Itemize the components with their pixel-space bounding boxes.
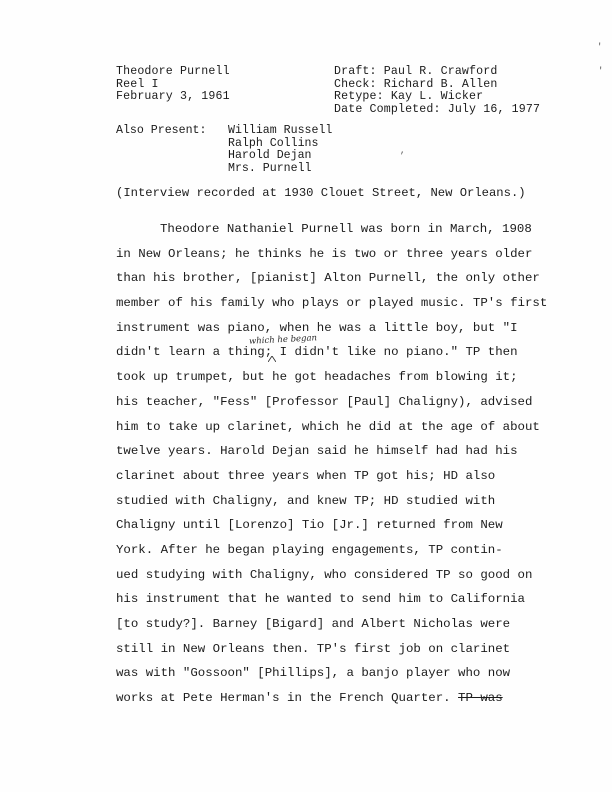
body-line: twelve years. Harold Dejan said he himself had had his: [116, 444, 518, 459]
body-line: was with "Gossoon" [Phillips], a banjo player who now: [116, 666, 511, 681]
body-line: him to take up clarinet, which he did at the age of about: [116, 419, 540, 434]
margin-mark: ': [597, 42, 603, 52]
interview-location-note: (Interview recorded at 1930 Clouet Street, New Orleans.): [116, 186, 526, 200]
body-line: his teacher, "Fess" [Professor [Paul] Chaligny), advised: [116, 394, 533, 409]
body-line: instrument was piano, when he was a little boy, but "I: [116, 320, 518, 335]
header-right-block: [334, 66, 540, 116]
body-line: took up trumpet, but he got headaches from blowing it;: [116, 370, 518, 385]
also-present-name: Harold Dejan: [228, 149, 312, 163]
also-present-label: Also Present:: [116, 124, 207, 137]
body-line: Theodore Nathaniel Purnell was born in March, 1908: [160, 222, 532, 236]
struck-text: TP was: [458, 691, 503, 706]
stray-mark: ,: [400, 146, 406, 156]
header-interviewee: Theodore Purnell: [116, 65, 230, 78]
body-line: clarinet about three years when TP got his; HD also: [116, 468, 496, 483]
header-retype: Retype: Kay L. Wicker: [334, 90, 484, 104]
header-left-block: [116, 66, 230, 104]
body-line: ued studying with Chaligny, who considered TP so good on: [116, 567, 533, 582]
also-present-name: Ralph Collins: [228, 136, 319, 150]
body-line: didn't learn a thing; I didn't like no piano." TP then: [116, 345, 518, 360]
also-present-list: [228, 125, 332, 175]
body-line: member of his family who plays or played music. TP's first: [116, 296, 548, 311]
body-line: than his brother, [pianist] Alton Purnell, the only other: [116, 271, 540, 286]
header-reel: Reel I: [116, 77, 159, 91]
transcript-body: [116, 222, 548, 716]
body-line-text: works at Pete Herman's in the French Quarter.: [116, 691, 451, 706]
header-draft: Draft: Paul R. Crawford: [334, 65, 498, 78]
header-date: February 3, 1961: [116, 90, 230, 104]
body-line: Chaligny until [Lorenzo] Tio [Jr.] returned from New: [116, 518, 503, 533]
body-line: studied with Chaligny, and knew TP; HD studied with: [116, 493, 496, 508]
body-line-last: [116, 691, 516, 716]
header-check: Check: Richard B. Allen: [334, 77, 498, 91]
header-date-completed: Date Completed: July 16, 1977: [334, 102, 541, 116]
body-line: still in New Orleans then. TP's first job on clarinet: [116, 641, 511, 656]
also-present-name: William Russell: [228, 124, 333, 137]
body-line: [to study?]. Barney [Bigard] and Albert Nicholas were: [116, 617, 511, 631]
handwritten-insertion: which he began: [248, 333, 318, 347]
margin-mark: ': [598, 66, 604, 76]
body-line: his instrument that he wanted to send him to California: [116, 592, 525, 607]
insertion-caret-icon: [268, 356, 276, 362]
also-present-name: Mrs. Purnell: [228, 161, 312, 175]
body-line: in New Orleans; he thinks he is two or three years older: [116, 246, 533, 261]
body-line: York. After he began playing engagements, TP contin-: [116, 542, 503, 557]
